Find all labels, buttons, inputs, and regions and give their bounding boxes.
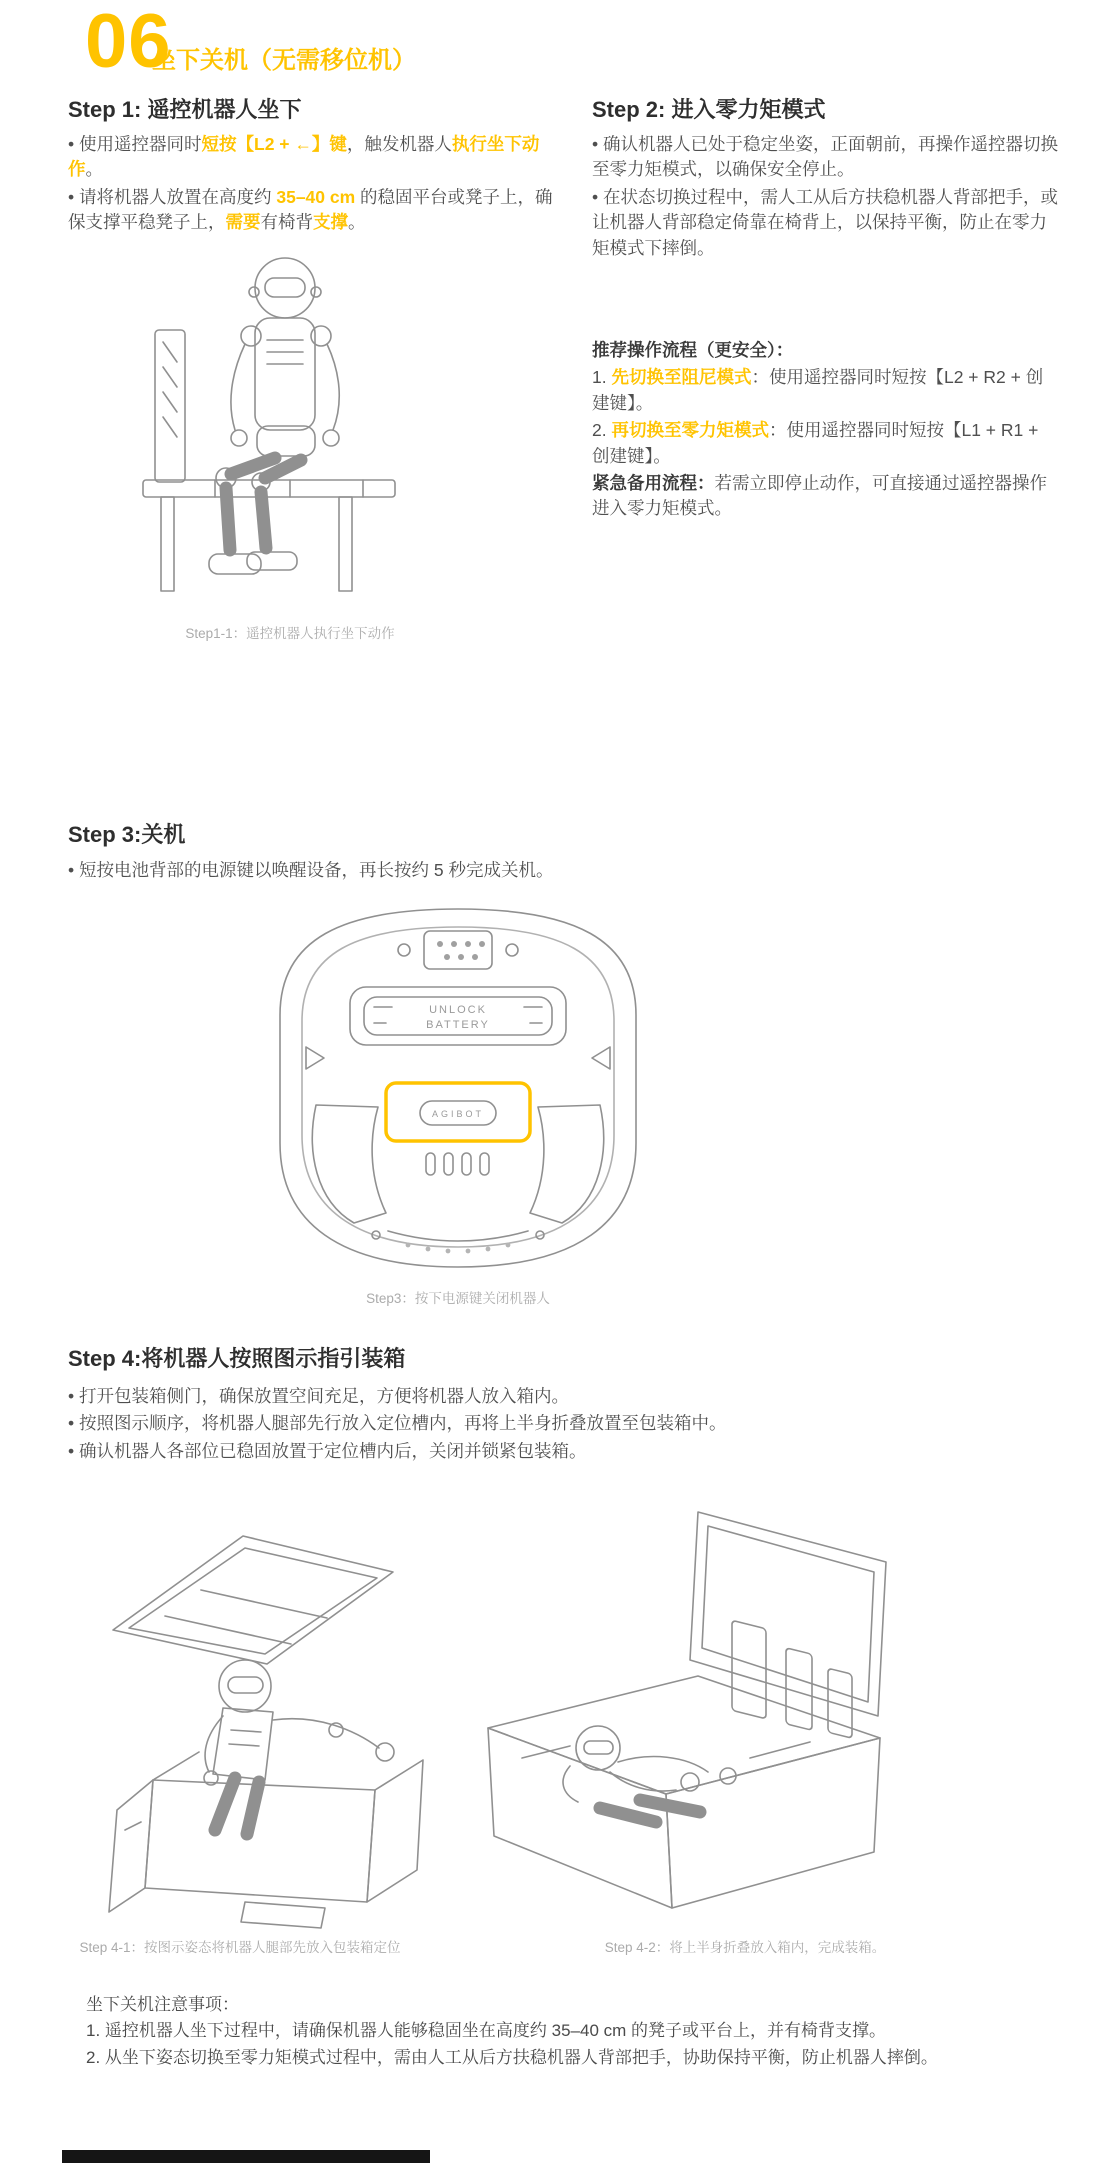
figure-packing-step2 bbox=[450, 1490, 900, 1930]
figure-battery-back bbox=[258, 895, 658, 1280]
flow-emergency-label: 紧急备用流程： bbox=[592, 472, 715, 493]
step1-bullet1 bbox=[68, 132, 564, 183]
agibot-brand-label: AGIBOT bbox=[431, 1109, 485, 1119]
flow-item2-num: 2. bbox=[592, 420, 612, 441]
step1-b2-hl1: 35–40 cm bbox=[276, 186, 356, 207]
flow-item1-num: 1. bbox=[592, 367, 612, 388]
step2-body bbox=[592, 132, 1058, 263]
step1-b1-hl2: 执行坐下动作 bbox=[68, 134, 540, 180]
notes-block bbox=[86, 1992, 1046, 2071]
step1-b2-end: 。 bbox=[348, 212, 366, 233]
step1-b2-hl2: 需要 bbox=[225, 212, 261, 233]
step4-body bbox=[68, 1384, 1058, 1466]
figure1-caption: Step1-1：遥控机器人执行坐下动作 bbox=[185, 626, 395, 641]
step1-b2-pre: • 请将机器人放置在高度约 bbox=[68, 186, 277, 207]
flow-item2 bbox=[592, 418, 1058, 469]
figure-packing-step1 bbox=[95, 1478, 425, 1930]
step4-bullet3: • 确认机器人各部位已稳固放置于定位槽内后，关闭并锁紧包装箱。 bbox=[68, 1440, 587, 1461]
step1-b1-pre: • 使用遥控器同时 bbox=[68, 134, 202, 154]
step1-b2-mid1: 的稳固平台或凳子上，确保支撑平稳凳子上， bbox=[68, 186, 553, 233]
step1-b1-mid: ，触发机器人 bbox=[346, 134, 452, 154]
step2-bullet2: • 在状态切换过程中，需人工从后方扶稳机器人背部把手，或让机器人背部稳定倚靠在椅背上，以保持平衡，防止在零力矩模式下摔倒。 bbox=[592, 186, 1058, 258]
step1-b1-hl1: 短按【L2 + ←】键 bbox=[201, 134, 347, 154]
step2-flow-block bbox=[592, 338, 1058, 524]
step4-bullet1: • 打开包装箱侧门，确保放置空间充足，方便将机器人放入箱内。 bbox=[68, 1386, 569, 1406]
page-number: 06 bbox=[85, 0, 172, 84]
flow-emergency bbox=[592, 471, 1058, 522]
step3-body bbox=[68, 858, 768, 885]
figure3-caption: Step 4-1：按图示姿态将机器人腿部先放入包装箱定位 bbox=[79, 1940, 401, 1955]
figure2-caption: Step3：按下电源键关闭机器人 bbox=[366, 1291, 550, 1306]
packing-step1-illustration bbox=[95, 1478, 425, 1930]
step4-bullet2: • 按照图示顺序，将机器人腿部先行放入定位槽内，再将上半身折叠放置至包装箱中。 bbox=[68, 1413, 727, 1434]
notes-item2: 2. 从坐下姿态切换至零力矩模式过程中，需由人工从后方扶稳机器人背部把手，协助保持平衡，防止机器人摔倒。 bbox=[86, 2047, 938, 2067]
step2-bullet1: • 确认机器人已处于稳定坐姿，正面朝前，再操作遥控器切换至零力矩模式，以确保安全停止。 bbox=[592, 134, 1058, 180]
figure-robot-sitting bbox=[115, 212, 455, 612]
robot-sitting-illustration bbox=[115, 212, 455, 612]
notes-heading: 坐下关机注意事项： bbox=[86, 1995, 239, 2014]
step2-heading: Step 2: 进入零力矩模式 bbox=[592, 97, 826, 122]
battery-label: BATTERY bbox=[426, 1019, 490, 1031]
flow-item1 bbox=[592, 365, 1058, 416]
page-title: 坐下关机（无需移位机） bbox=[152, 47, 416, 74]
flow-item1-rest: ：使用遥控器同时短按【L2 + R2 + 创建键】。 bbox=[592, 367, 1044, 413]
flow-emergency-text: 若需立即停止动作，可直接通过遥控器操作进入零力矩模式。 bbox=[592, 472, 1047, 519]
unlock-label: UNLOCK bbox=[429, 1004, 487, 1016]
notes-item1: 1. 遥控机器人坐下过程中，请确保机器人能够稳固坐在高度约 35–40 cm 的凳子或平台上，并有椅背支撑。 bbox=[86, 2021, 887, 2041]
step4-heading: Step 4:将机器人按照图示指引装箱 bbox=[68, 1346, 406, 1371]
bottom-section-bar bbox=[62, 2150, 430, 2163]
step3-heading: Step 3:关机 bbox=[68, 822, 186, 847]
step1-heading: Step 1: 遥控机器人坐下 bbox=[68, 97, 302, 122]
figure4-caption: Step 4-2：将上半身折叠放入箱内，完成装箱。 bbox=[604, 1940, 886, 1955]
step1-b1-end: 。 bbox=[85, 159, 103, 180]
flow-item2-hl: 再切换至零力矩模式 bbox=[611, 420, 769, 441]
packing-step2-illustration bbox=[450, 1490, 900, 1930]
step1-b2-mid2: 有椅背 bbox=[260, 212, 313, 233]
battery-illustration bbox=[258, 895, 658, 1280]
flow-heading: 推荐操作流程（更安全）： bbox=[592, 340, 794, 360]
step3-bullet1: • 短按电池背部的电源键以唤醒设备，再长按约 5 秒完成关机。 bbox=[68, 860, 554, 880]
flow-item2-rest: ：使用遥控器同时短按【L1 + R1 + 创建键】。 bbox=[592, 420, 1039, 466]
step1-b2-hl3: 支撑 bbox=[313, 212, 348, 233]
flow-item1-hl: 先切换至阻尼模式 bbox=[611, 367, 752, 388]
